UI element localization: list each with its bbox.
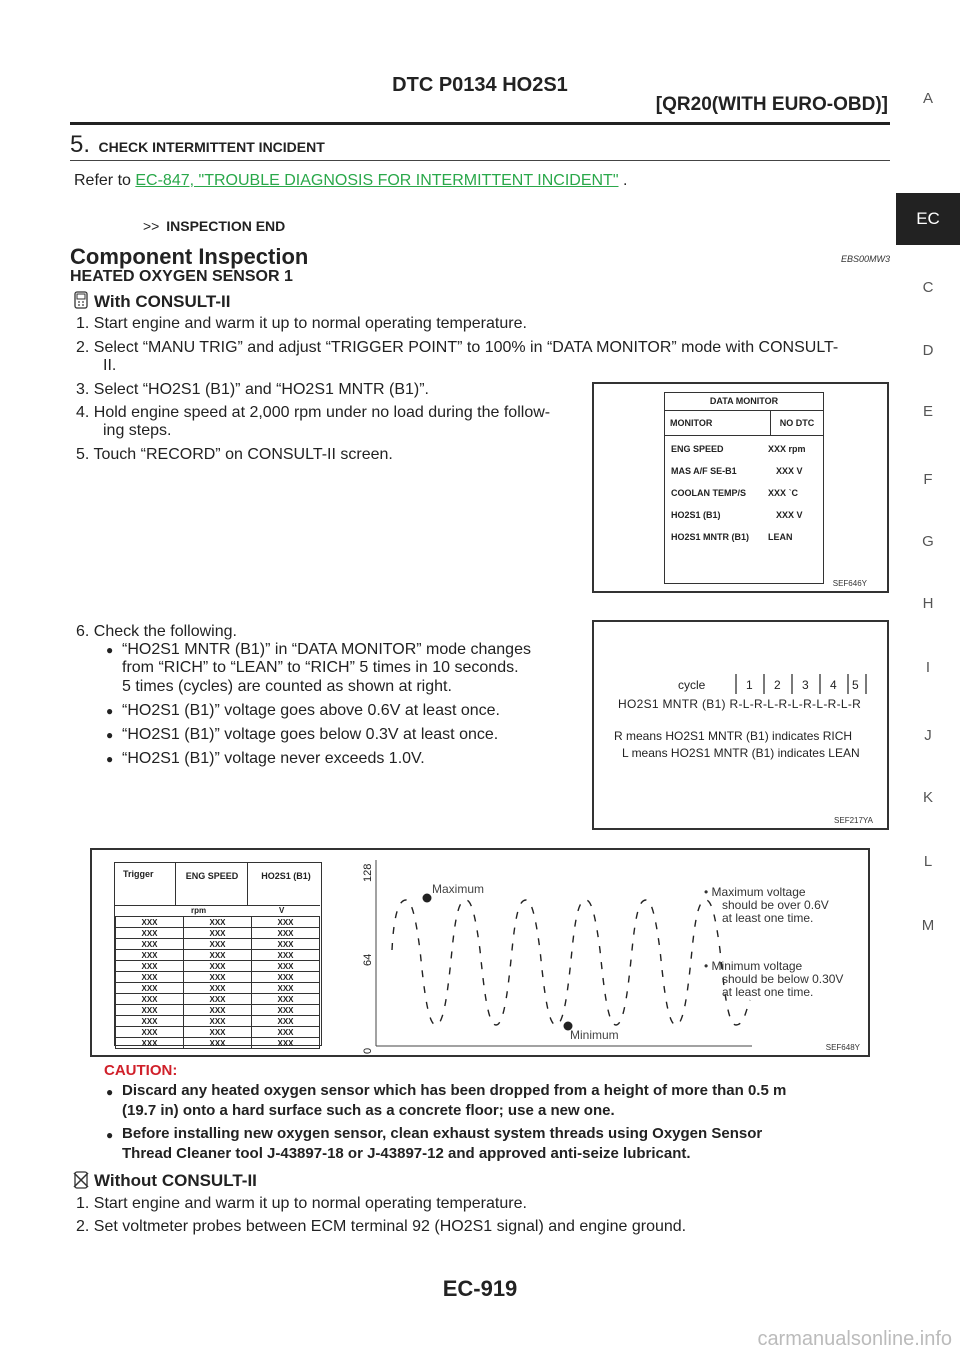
trigger-cell: XXX xyxy=(184,1038,252,1049)
side-tab-f[interactable]: F xyxy=(923,471,933,488)
y-tick-128: 128 xyxy=(362,863,374,882)
side-tab-l[interactable]: L xyxy=(923,853,933,870)
header-divider xyxy=(115,905,320,906)
monitor-value: XXX rpm xyxy=(768,444,806,454)
step-5: 5. Touch “RECORD” on CONSULT-II screen. xyxy=(76,446,393,463)
col-eng-speed: ENG SPEED xyxy=(185,871,239,881)
monitor-value: XXX V xyxy=(776,510,803,520)
step-4-cont: ing steps. xyxy=(103,422,172,439)
side-tab-a[interactable]: A xyxy=(922,90,933,107)
check-2: ● “HO2S1 (B1)” voltage goes above 0.6V at least once. xyxy=(122,701,500,720)
monitor-label: COOLAN TEMP/S xyxy=(671,488,747,498)
trigger-cell: XXX xyxy=(116,983,184,994)
trigger-cell: XXX xyxy=(184,972,252,983)
trigger-cell: XXX xyxy=(116,917,184,928)
caution-1: ● Discard any heated oxygen sensor which has been dropped from a height of more than 0.5 m xyxy=(122,1081,786,1101)
side-tab-j[interactable]: J xyxy=(924,727,932,744)
trigger-row xyxy=(116,939,320,950)
cycle-5: 5 xyxy=(852,678,859,692)
refer-suffix: . xyxy=(622,172,628,189)
trigger-row xyxy=(116,1016,320,1027)
monitor-col-monitor: MONITOR xyxy=(665,411,771,435)
trigger-cell: XXX xyxy=(116,1016,184,1027)
figure-code: SEF646Y xyxy=(832,579,867,588)
y-tick-0: 0 xyxy=(362,1047,374,1054)
col-divider xyxy=(247,863,248,905)
header-rule xyxy=(70,122,890,125)
trigger-cell: XXX xyxy=(184,1016,252,1027)
trigger-cell: XXX xyxy=(252,939,320,950)
trigger-row xyxy=(116,917,320,928)
trigger-cell: XXX xyxy=(116,972,184,983)
trigger-cell: XXX xyxy=(184,939,252,950)
max-voltage-note xyxy=(704,886,829,925)
trigger-row xyxy=(116,1038,320,1049)
trigger-cell: XXX xyxy=(116,939,184,950)
cycle-1: 1 xyxy=(746,678,753,692)
monitor-row xyxy=(670,438,807,460)
col-ho2s1: HO2S1 (B1) xyxy=(261,871,311,881)
trigger-cell: XXX xyxy=(184,983,252,994)
trigger-table xyxy=(114,862,322,1046)
monitor-row xyxy=(670,482,807,504)
step-number: 5. xyxy=(70,131,91,158)
section-title: Component Inspection xyxy=(70,244,309,269)
trigger-cell: XXX xyxy=(252,994,320,1005)
trigger-cell: XXX xyxy=(252,1038,320,1049)
step-5-heading xyxy=(70,131,325,159)
col-divider xyxy=(175,863,176,905)
without-step-2: 2. Set voltmeter probes between ECM terminal 92 (HO2S1 signal) and engine ground. xyxy=(76,1218,687,1235)
maximum-point xyxy=(423,894,432,903)
check-4: ● “HO2S1 (B1)” voltage never exceeds 1.0V. xyxy=(122,749,425,768)
trigger-cell: XXX xyxy=(116,961,184,972)
trigger-cell: XXX xyxy=(252,928,320,939)
note-line: • Minimum voltage xyxy=(704,959,803,973)
monitor-value: LEAN xyxy=(768,532,793,542)
refer-line xyxy=(74,171,627,190)
trigger-cell: XXX xyxy=(116,1038,184,1049)
monitor-label: HO2S1 MNTR (B1) xyxy=(671,532,750,542)
step-rule xyxy=(70,160,890,161)
trigger-cell: XXX xyxy=(184,917,252,928)
trigger-cell: XXX xyxy=(116,1005,184,1016)
page-number: EC-919 xyxy=(442,1276,518,1301)
side-tab-h[interactable]: H xyxy=(922,595,934,612)
result-text: INSPECTION END xyxy=(166,218,286,234)
page-title: DTC P0134 HO2S1 xyxy=(392,74,568,96)
monitor-row xyxy=(670,460,807,482)
trigger-row xyxy=(116,950,320,961)
y-tick-64: 64 xyxy=(362,953,374,966)
step-2: 2. Select “MANU TRIG” and adjust “TRIGGER POINT” to 100% in “DATA MONITOR” mode with CONSULT- xyxy=(76,339,839,356)
figure-code: SEF648Y xyxy=(825,1043,860,1052)
monitor-label: ENG SPEED xyxy=(671,444,724,454)
monitor-row xyxy=(670,526,807,548)
with-consult-heading: With CONSULT-II xyxy=(94,292,231,311)
trigger-cell: XXX xyxy=(184,1027,252,1038)
legend-rich: R means HO2S1 MNTR (B1) indicates RICH xyxy=(614,729,853,743)
side-tab-m[interactable]: M xyxy=(921,917,935,934)
monitor-value: XXX V xyxy=(776,466,803,476)
note-line: should be over 0.6V xyxy=(722,898,829,912)
trigger-row xyxy=(116,1027,320,1038)
step-6: 6. Check the following. xyxy=(76,623,237,640)
cycle-figure xyxy=(592,620,889,830)
monitor-values xyxy=(670,438,807,548)
legend-lean: L means HO2S1 MNTR (B1) indicates LEAN xyxy=(622,746,860,760)
trigger-row xyxy=(116,928,320,939)
page-subtitle: [QR20(WITH EURO-OBD)] xyxy=(655,94,888,115)
voltage-waveform xyxy=(372,850,762,1055)
intermittent-incident-link[interactable]: EC-847, "TROUBLE DIAGNOSIS FOR INTERMITTENT INCIDENT" xyxy=(135,172,619,189)
maximum-label: Maximum xyxy=(432,882,485,896)
monitor-screen xyxy=(664,392,824,584)
note-line: at least one time. xyxy=(722,985,814,999)
step-title: CHECK INTERMITTENT INCIDENT xyxy=(98,139,325,155)
trigger-cell: XXX xyxy=(252,972,320,983)
without-consult-heading: Without CONSULT-II xyxy=(94,1171,257,1190)
trigger-cell: XXX xyxy=(116,928,184,939)
trigger-cell: XXX xyxy=(116,994,184,1005)
side-tab-d[interactable]: D xyxy=(922,342,934,359)
check-1-cont: from “RICH” to “LEAN” to “RICH” 5 times in 10 seconds. xyxy=(122,659,519,676)
side-tab-g[interactable]: G xyxy=(922,533,934,550)
monitor-value: XXX ˋC xyxy=(768,488,799,498)
cycle-2: 2 xyxy=(774,678,781,692)
trigger-row xyxy=(116,983,320,994)
trigger-cell: XXX xyxy=(184,1005,252,1016)
side-tab-c[interactable]: C xyxy=(922,279,934,296)
monitor-title: DATA MONITOR xyxy=(665,393,823,411)
check-1: ● “HO2S1 MNTR (B1)” in “DATA MONITOR” mode changes xyxy=(122,640,531,659)
cycle-4: 4 xyxy=(830,678,837,692)
minimum-label: Minimum xyxy=(570,1028,619,1042)
side-tab-k[interactable]: K xyxy=(922,789,933,806)
trigger-cell: XXX xyxy=(252,917,320,928)
cycle-3: 3 xyxy=(802,678,809,692)
data-monitor-figure xyxy=(592,382,889,593)
note-line: should be below 0.30V xyxy=(722,972,844,986)
trigger-cell: XXX xyxy=(184,928,252,939)
caution-title: CAUTION: xyxy=(104,1062,178,1079)
trigger-cell: XXX xyxy=(116,1027,184,1038)
cycle-label: cycle xyxy=(678,678,706,692)
monitor-label: HO2S1 (B1) xyxy=(671,510,721,520)
trigger-cell: XXX xyxy=(252,961,320,972)
monitor-header xyxy=(665,411,823,436)
trigger-row xyxy=(116,972,320,983)
trigger-label: Trigger xyxy=(123,869,154,879)
trigger-row xyxy=(116,961,320,972)
trigger-cell: XXX xyxy=(252,950,320,961)
trigger-cell: XXX xyxy=(184,950,252,961)
caution-2-cont: Thread Cleaner tool J-43897-18 or J-43897-12 and approved anti-seize lubricant. xyxy=(122,1145,691,1162)
step-2-cont: II. xyxy=(103,357,117,374)
step-3: 3. Select “HO2S1 (B1)” and “HO2S1 MNTR (B1)”. xyxy=(76,381,429,398)
note-line: at least one time. xyxy=(722,911,814,925)
waveform-figure xyxy=(90,848,870,1057)
subsection-title: HEATED OXYGEN SENSOR 1 xyxy=(70,268,293,285)
unit-v: V xyxy=(279,906,285,915)
step-4: 4. Hold engine speed at 2,000 rpm under no load during the follow- xyxy=(76,404,551,421)
caution-2: ● Before installing new oxygen sensor, clean exhaust system threads using Oxygen Sensor xyxy=(122,1124,762,1144)
trigger-cell: XXX xyxy=(252,1005,320,1016)
section-code: EBS00MW3 xyxy=(840,254,890,264)
check-3: ● “HO2S1 (B1)” voltage goes below 0.3V at least once. xyxy=(122,725,498,744)
watermark: carmanualsonline.info xyxy=(757,1328,952,1350)
trigger-cell: XXX xyxy=(184,994,252,1005)
check-1-cont2: 5 times (cycles) are counted as shown at right. xyxy=(122,678,452,695)
trigger-cell: XXX xyxy=(252,983,320,994)
trigger-row xyxy=(116,994,320,1005)
side-tab-e[interactable]: E xyxy=(922,403,933,420)
monitor-row xyxy=(670,504,807,526)
caution-1-cont: (19.7 in) onto a hard surface such as a concrete floor; use a new one. xyxy=(122,1102,615,1119)
monitor-col-dtc: NO DTC xyxy=(779,418,815,428)
result-arrow: >> xyxy=(143,218,160,234)
trigger-cell: XXX xyxy=(252,1016,320,1027)
refer-prefix: Refer to xyxy=(74,172,131,189)
side-tab-i[interactable]: I xyxy=(925,659,931,676)
min-voltage-note xyxy=(704,960,843,999)
unit-rpm: rpm xyxy=(191,906,207,915)
consult-icon xyxy=(72,290,90,315)
note-line: • Maximum voltage xyxy=(704,885,806,899)
trigger-rows xyxy=(115,916,320,1049)
side-tab-ec[interactable]: EC xyxy=(896,193,960,245)
trigger-cell: XXX xyxy=(252,1027,320,1038)
trigger-cell: XXX xyxy=(184,961,252,972)
figure-code: SEF217YA xyxy=(834,816,873,825)
monitor-label: MAS A/F SE-B1 xyxy=(671,466,737,476)
step-1: 1. Start engine and warm it up to normal operating temperature. xyxy=(76,315,527,332)
no-consult-icon xyxy=(72,1170,90,1195)
trigger-cell: XXX xyxy=(116,950,184,961)
without-step-1: 1. Start engine and warm it up to normal operating temperature. xyxy=(76,1195,527,1212)
mntr-sequence: HO2S1 MNTR (B1) R-L-R-L-R-L-R-L-R-L-R xyxy=(618,697,862,711)
trigger-row xyxy=(116,1005,320,1016)
result-line xyxy=(143,218,285,234)
